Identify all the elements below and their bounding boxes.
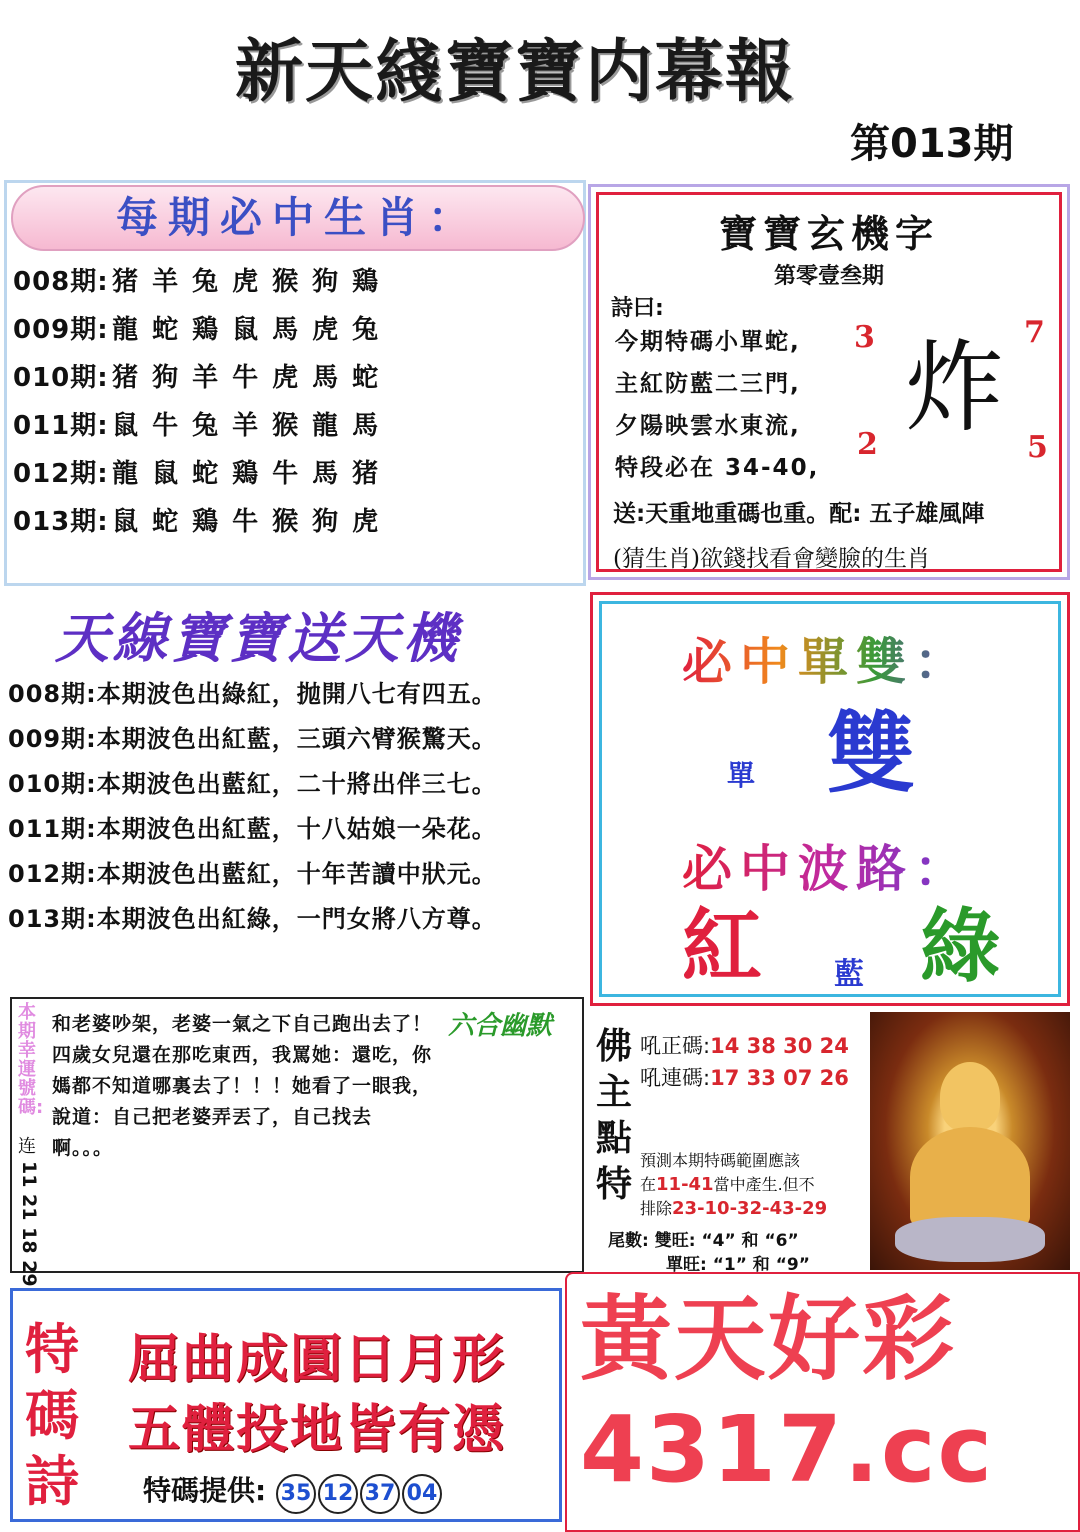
- odd-even-inner: [599, 601, 1061, 997]
- riddle-panel: [588, 184, 1070, 580]
- zodiac-title: 每期必中生肖：: [11, 185, 585, 251]
- provide-label: 特碼提供:: [143, 1474, 267, 1507]
- lotus-base: [895, 1217, 1045, 1262]
- poem-label: 詩曰:: [611, 296, 664, 321]
- zodiac-sign: 鶏: [232, 459, 260, 489]
- zheng-row: [640, 1030, 849, 1060]
- zodiac-sign: 蛇: [152, 507, 180, 537]
- zodiac-sign: 馬: [312, 459, 340, 489]
- zodiac-sign: 羊: [232, 411, 260, 441]
- lucky-label: 本期幸運號碼:: [18, 1002, 44, 1118]
- lian-row: [640, 1062, 849, 1092]
- zodiac-sign: 龍: [112, 315, 140, 345]
- zodiac-sign: 龍: [112, 459, 140, 489]
- zodiac-sign: 兔: [352, 315, 380, 345]
- tianji-row: 012期:本期波色出藍紅，十年苦讀中狀元。: [8, 860, 497, 888]
- tail-even: 雙旺: “4” 和 “6”: [654, 1231, 799, 1251]
- predict-text: 排除: [640, 1199, 673, 1218]
- predict-row: [640, 1172, 815, 1195]
- zodiac-sign: 猴: [272, 267, 300, 297]
- joke-panel: [10, 997, 584, 1287]
- zodiac-sign: 牛: [272, 459, 300, 489]
- zodiac-sign: 鶏: [192, 315, 220, 345]
- humor-badge: 六合幽默: [448, 1011, 553, 1041]
- zodiac-sign: 牛: [232, 507, 260, 537]
- zodiac-sign: 龍: [312, 411, 340, 441]
- zodiac-row: [13, 405, 389, 442]
- poem-line-2: 五體投地皆有憑: [128, 1400, 507, 1460]
- zodiac-sign: 虎: [312, 315, 340, 345]
- zodiac-sign: 虎: [352, 507, 380, 537]
- joke-text: 和老婆吵架，老婆一氣之下自己跑出去了！四歲女兒還在那吃東西，我罵她：還吃，你媽都不知道哪裏去了！！！她看了一眼我，說道：自己把老婆弄丟了，自己找去啊。。。: [52, 1013, 433, 1159]
- number-ball: 37: [360, 1474, 400, 1514]
- zodiac-sign: 猪: [352, 459, 380, 489]
- number-ball: 04: [402, 1474, 442, 1514]
- exclude-row: [640, 1196, 827, 1219]
- corner-number: 7: [1024, 315, 1045, 350]
- zodiac-sign: 虎: [272, 363, 300, 393]
- even-label: 雙: [827, 702, 916, 805]
- zodiac-sign: 牛: [232, 363, 260, 393]
- poem-line: 特段必在 34-40,: [615, 455, 820, 481]
- zodiac-sign: 羊: [192, 363, 220, 393]
- zodiac-sign: 牛: [152, 411, 180, 441]
- zodiac-row: [13, 357, 389, 394]
- period-label: 013期:: [13, 507, 109, 537]
- special-poem-panel: [10, 1288, 562, 1522]
- tianji-row: 010期:本期波色出藍紅，二十將出伴三七。: [8, 770, 497, 798]
- lucky-extra: 连: [18, 1136, 36, 1157]
- tianji-title: 天線寶寶送天機: [55, 607, 461, 670]
- zodiac-sign: 馬: [352, 411, 380, 441]
- zheng-numbers: 14 38 30 24: [710, 1034, 849, 1058]
- riddle-send: 送:天重地重碼也重。配: 五子雄風陣: [613, 501, 985, 527]
- poem-line: 今期特碼小單蛇,: [615, 329, 801, 355]
- zodiac-sign: 鼠: [112, 411, 140, 441]
- period-label: 011期:: [13, 411, 109, 441]
- tianji-row: 008期:本期波色出綠紅，抛開八七有四五。: [8, 680, 497, 708]
- zodiac-sign: 猴: [272, 411, 300, 441]
- page-title: 新天綫寶寶内幕報: [234, 33, 795, 112]
- zodiac-sign: 兔: [192, 411, 220, 441]
- zodiac-row: [13, 309, 389, 346]
- lian-label: 吼連碼:: [640, 1066, 711, 1090]
- buddha-head: [940, 1062, 1000, 1132]
- zodiac-row: [13, 261, 389, 298]
- tianji-row: 013期:本期波色出紅綠，一門女將八方尊。: [8, 905, 497, 933]
- zodiac-row: [13, 501, 389, 538]
- period-label: 012期:: [13, 459, 109, 489]
- predict-text: 預測本期特碼範圍應該: [640, 1151, 801, 1170]
- buddha-panel: [588, 1010, 870, 1275]
- wave-title: 必中波路：: [682, 829, 972, 901]
- number-ball: 12: [318, 1474, 358, 1514]
- period-label: 009期:: [13, 315, 109, 345]
- zodiac-sign: 馬: [312, 363, 340, 393]
- wave-red: 紅: [682, 900, 762, 993]
- exclude-numbers: 23-10-32-43-29: [672, 1198, 828, 1219]
- tianji-row: 009期:本期波色出紅藍，三頭六臂猴驚天。: [8, 725, 497, 753]
- zodiac-sign: 鼠: [112, 507, 140, 537]
- zodiac-sign: 鼠: [152, 459, 180, 489]
- zodiac-sign: 狗: [152, 363, 180, 393]
- zodiac-panel: [4, 180, 586, 586]
- zodiac-sign: 猪: [112, 267, 140, 297]
- zodiac-sign: 蛇: [192, 459, 220, 489]
- zodiac-sign: 狗: [312, 267, 340, 297]
- zodiac-sign: 虎: [232, 267, 260, 297]
- zodiac-sign: 兔: [192, 267, 220, 297]
- range-numbers: 11-41: [656, 1174, 714, 1195]
- poem-line-1: 屈曲成圓日月形: [128, 1330, 507, 1390]
- zodiac-sign: 馬: [272, 315, 300, 345]
- period-label: 008期:: [13, 267, 109, 297]
- poem-line: 主紅防藍二三門,: [615, 371, 801, 397]
- zodiac-sign: 鶏: [352, 267, 380, 297]
- period-label: 010期:: [13, 363, 109, 393]
- predict-text: 在: [640, 1175, 657, 1194]
- lucky-numbers: 11 21 18 29: [18, 1161, 40, 1287]
- zodiac-sign: 鶏: [192, 507, 220, 537]
- zodiac-sign: 羊: [152, 267, 180, 297]
- odd-label: 單: [727, 759, 756, 792]
- lian-numbers: 17 33 07 26: [710, 1066, 849, 1090]
- corner-number: 3: [854, 320, 875, 355]
- tail-label: 尾數:: [608, 1231, 649, 1251]
- wave-blue: 藍: [834, 957, 864, 992]
- riddle-title: 寶寶玄機字: [718, 212, 939, 256]
- watermark: 黃天好彩 4317.cc: [580, 1286, 995, 1503]
- corner-number: 5: [1027, 430, 1048, 465]
- zodiac-sign: 蛇: [152, 315, 180, 345]
- zodiac-sign: 猪: [112, 363, 140, 393]
- buddha-title: 佛主點特: [596, 1026, 633, 1205]
- zodiac-sign: 狗: [312, 507, 340, 537]
- zodiac-sign: 蛇: [352, 363, 380, 393]
- zodiac-sign: 鼠: [232, 315, 260, 345]
- big-character: 炸: [904, 329, 1004, 446]
- riddle-issue: 第零壹叁期: [773, 264, 884, 289]
- riddle-hint: (猜生肖)欲錢找看會變臉的生肖: [613, 546, 930, 572]
- provide-row: [143, 1469, 444, 1514]
- tail-odd: 單旺: “1” 和 “9”: [666, 1255, 810, 1275]
- number-ball: 35: [276, 1474, 316, 1514]
- predict-text: 當中產生.但不: [713, 1175, 815, 1194]
- zodiac-sign: 猴: [272, 507, 300, 537]
- riddle-inner: [596, 192, 1062, 572]
- zheng-label: 吼正碼:: [640, 1034, 711, 1058]
- buddha-image: [870, 1012, 1070, 1270]
- corner-number: 2: [857, 427, 878, 462]
- buddha-body: [910, 1127, 1030, 1227]
- odd-even-title: 必中單雙：: [682, 622, 972, 694]
- tail-row: [608, 1226, 799, 1251]
- wave-green: 綠: [920, 900, 1000, 993]
- special-side-label: 特碼詩: [25, 1318, 79, 1513]
- poem-line: 夕陽映雲水東流,: [615, 413, 801, 439]
- tianji-row: 011期:本期波色出紅藍，十八姑娘一朵花。: [8, 815, 497, 843]
- odd-even-panel: [590, 592, 1070, 1006]
- issue-number: 第013期: [850, 121, 1014, 167]
- zodiac-row: [13, 453, 389, 490]
